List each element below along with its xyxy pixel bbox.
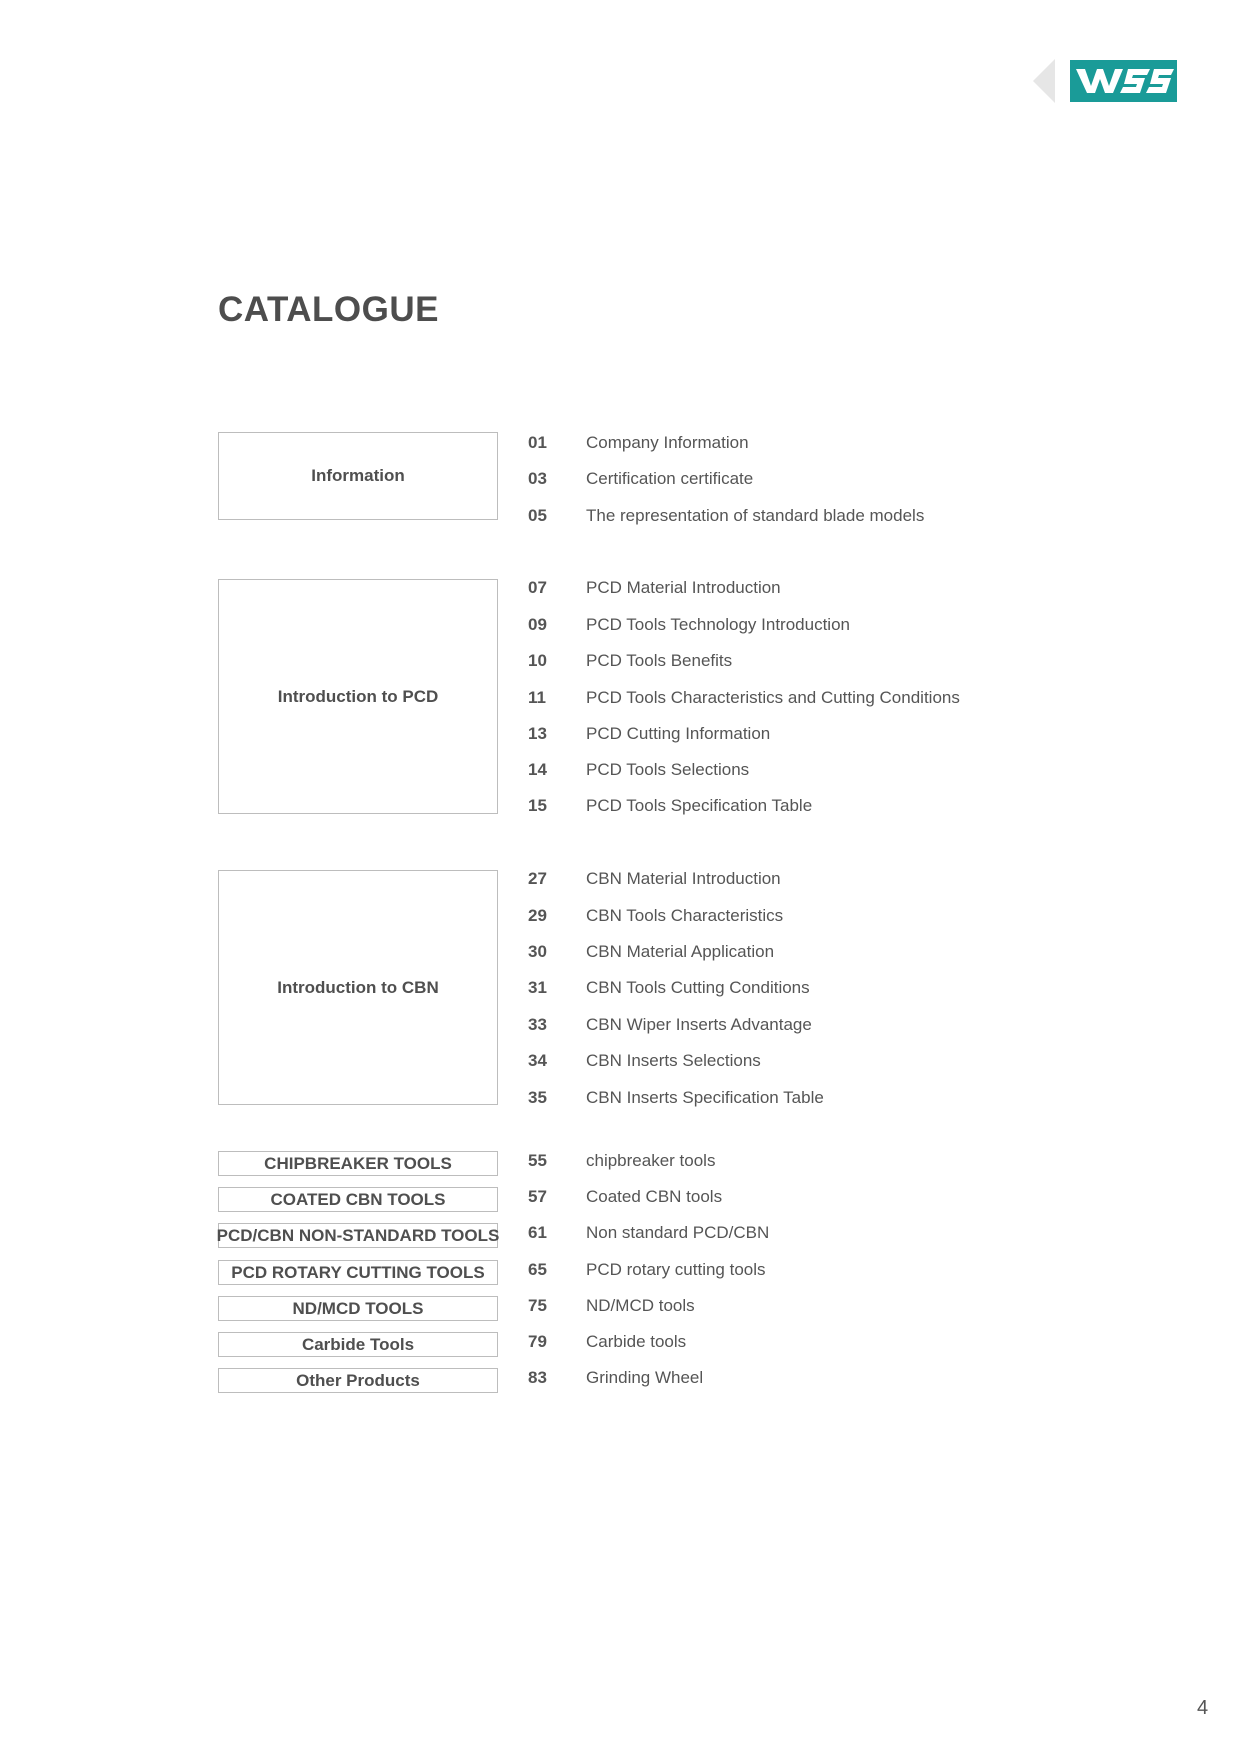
toc-page-number: 33 bbox=[528, 1015, 547, 1034]
back-arrow-icon bbox=[1033, 59, 1055, 103]
toc-entry-title[interactable]: Certification certificate bbox=[586, 469, 754, 488]
toc-page-number: 34 bbox=[528, 1051, 547, 1070]
section-box-cbn: Introduction to CBN bbox=[218, 870, 498, 1105]
toc-page-number: 55 bbox=[528, 1151, 547, 1170]
toc-entry-title[interactable]: PCD Tools Characteristics and Cutting Conditions bbox=[586, 688, 960, 707]
toc-page-number: 14 bbox=[528, 760, 547, 779]
wss-logo-icon bbox=[1070, 60, 1177, 102]
toc-entry-title[interactable]: PCD Tools Selections bbox=[586, 760, 750, 779]
toc-entry-title[interactable]: CBN Material Introduction bbox=[586, 869, 781, 888]
product-line-box: PCD ROTARY CUTTING TOOLS bbox=[218, 1260, 498, 1285]
toc-page-number: 29 bbox=[528, 906, 547, 925]
section-box-pcd: Introduction to PCD bbox=[218, 579, 498, 814]
toc-entry-title[interactable]: Non standard PCD/CBN bbox=[586, 1223, 770, 1242]
wss-logo bbox=[1070, 60, 1177, 102]
toc-entry-title[interactable]: The representation of standard blade models bbox=[586, 506, 925, 525]
toc-entry-title[interactable]: ND/MCD tools bbox=[586, 1296, 695, 1315]
product-line-box: Carbide Tools bbox=[218, 1332, 498, 1357]
toc-entry-title[interactable]: Grinding Wheel bbox=[586, 1368, 704, 1387]
toc-page-number: 05 bbox=[528, 506, 547, 525]
toc-page-number: 79 bbox=[528, 1332, 547, 1351]
toc-page-number: 31 bbox=[528, 978, 547, 997]
toc-entry-title[interactable]: PCD Material Introduction bbox=[586, 578, 781, 597]
toc-entry-title[interactable]: PCD Tools Technology Introduction bbox=[586, 615, 850, 634]
toc-page-number: 07 bbox=[528, 578, 547, 597]
toc-page-number: 11 bbox=[528, 688, 546, 707]
toc-page-number: 35 bbox=[528, 1088, 547, 1107]
toc-page-number: 30 bbox=[528, 942, 547, 961]
toc-page-number: 13 bbox=[528, 724, 547, 743]
toc-entry-title[interactable]: CBN Tools Characteristics bbox=[586, 906, 784, 925]
toc-entry-title[interactable]: CBN Inserts Selections bbox=[586, 1051, 761, 1070]
toc-page-number: 27 bbox=[528, 869, 547, 888]
page-number: 4 bbox=[1197, 1697, 1209, 1719]
toc-entry-title[interactable]: CBN Inserts Specification Table bbox=[586, 1088, 824, 1107]
product-line-box: Other Products bbox=[218, 1368, 498, 1393]
toc-page-number: 15 bbox=[528, 796, 547, 815]
toc-page-number: 57 bbox=[528, 1187, 547, 1206]
section-box-information: Information bbox=[218, 432, 498, 520]
product-line-box: CHIPBREAKER TOOLS bbox=[218, 1151, 498, 1176]
toc-entry-title[interactable]: CBN Wiper Inserts Advantage bbox=[586, 1015, 812, 1034]
page-title: CATALOGUE bbox=[218, 290, 439, 329]
toc-entry-title[interactable]: chipbreaker tools bbox=[586, 1151, 716, 1170]
toc-entry-title[interactable]: PCD Tools Benefits bbox=[586, 651, 733, 670]
toc-page-number: 83 bbox=[528, 1368, 547, 1387]
toc-entry-title[interactable]: Company Information bbox=[586, 433, 749, 452]
toc-page-number: 65 bbox=[528, 1260, 547, 1279]
toc-page-number: 01 bbox=[528, 433, 547, 452]
toc-page-number: 10 bbox=[528, 651, 547, 670]
toc-page-number: 03 bbox=[528, 469, 547, 488]
toc-entry-title[interactable]: PCD Tools Specification Table bbox=[586, 796, 813, 815]
product-line-box: PCD/CBN NON-STANDARD TOOLS bbox=[218, 1223, 498, 1248]
toc-page-number: 75 bbox=[528, 1296, 547, 1315]
toc-entry-title[interactable]: PCD rotary cutting tools bbox=[586, 1260, 766, 1279]
toc-entry-title[interactable]: CBN Tools Cutting Conditions bbox=[586, 978, 810, 997]
toc-entry-title[interactable]: Carbide tools bbox=[586, 1332, 687, 1351]
toc-page-number: 09 bbox=[528, 615, 547, 634]
toc-page-number: 61 bbox=[528, 1223, 547, 1242]
toc-entry-title[interactable]: Coated CBN tools bbox=[586, 1187, 723, 1206]
product-line-box: ND/MCD TOOLS bbox=[218, 1296, 498, 1321]
toc-entry-title[interactable]: PCD Cutting Information bbox=[586, 724, 771, 743]
product-line-box: COATED CBN TOOLS bbox=[218, 1187, 498, 1212]
toc-entry-title[interactable]: CBN Material Application bbox=[586, 942, 775, 961]
